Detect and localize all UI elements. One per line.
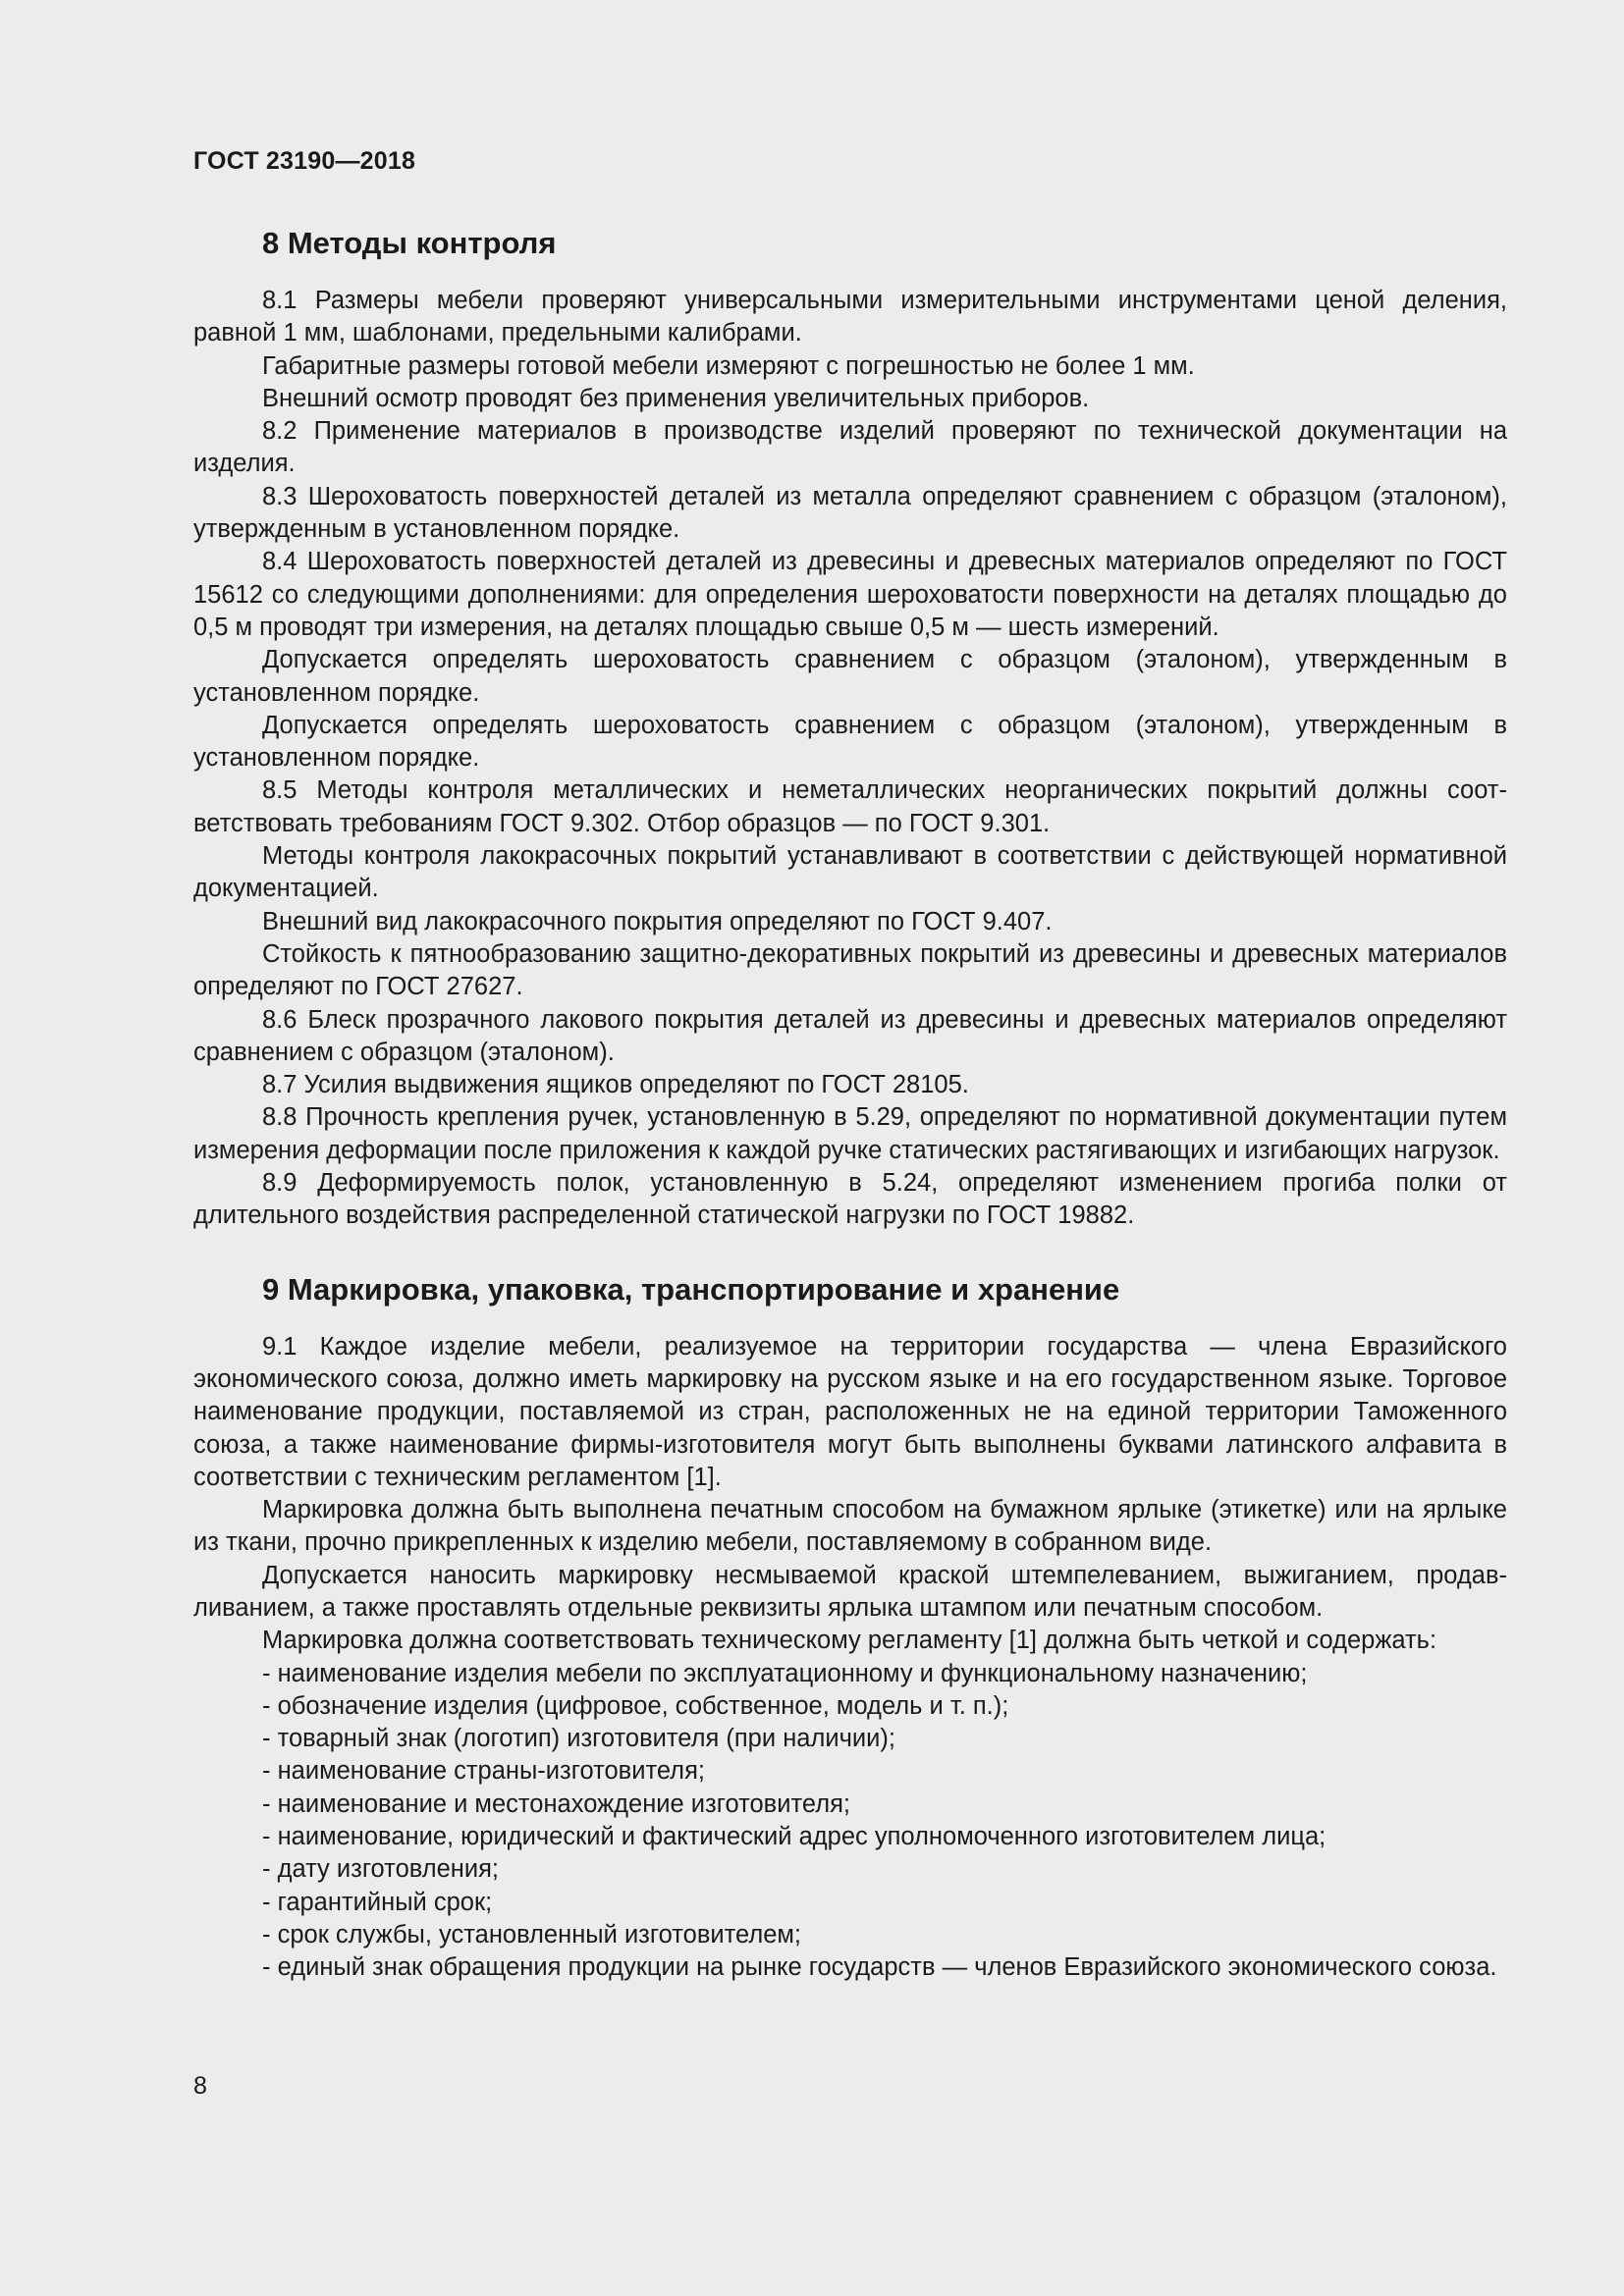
paragraph: Маркировка должна соответствовать техническому регламенту [1] должна быть четкой и содержать: [262, 1627, 1437, 1655]
paragraph: Допускается наносить маркировку несмываемой краской штемпелеванием, выжиганием, продавливанием, а также проставлять отдельные реквизиты ярлыка штампом или печатным способом. [193, 1561, 1507, 1622]
section-8 [193, 224, 1507, 1233]
section-8-title: 8 Методы контроля [262, 226, 557, 260]
paragraph: Методы контроля лакокрасочных покрытий устанавливают в соответствии с действующей нормативной документацией. [193, 842, 1507, 903]
page-number: 8 [193, 2072, 207, 2100]
section-9 [193, 1270, 1507, 1985]
paragraph: 8.7 Усилия выдвижения ящиков определяют по ГОСТ 28105. [262, 1071, 969, 1099]
paragraph: Габаритные размеры готовой мебели измеряют с погрешностью не более 1 мм. [262, 351, 1195, 380]
paragraph: 8.3 Шероховатость поверхностей деталей из металла определяют сравнением с образцом (эталоном), утвержденным в установленном порядке. [193, 482, 1507, 544]
list-item: - товарный знак (логотип) изготовителя (при наличии); [262, 1725, 895, 1753]
paragraph: Стойкость к пятнообразованию защитно-декоративных покрытий из древесины и древесных материалов определяют по ГОСТ 27627. [193, 939, 1507, 1001]
list-item: - гарантийный срок; [262, 1888, 493, 1916]
paragraph: Маркировка должна быть выполнена печатным способом на бумажном ярлыке (этикетке) или на ярлыке из ткани, прочно прикрепленных к изделию мебели, поставляемому в собранном виде. [193, 1496, 1507, 1557]
list-item: - обозначение изделия (цифровое, собственное, модель и т. п.); [262, 1691, 1009, 1720]
list-item: - наименование и местонахождение изготовителя; [262, 1789, 850, 1818]
list-item: - наименование, юридический и фактический адрес уполномоченного изготовителем лица; [262, 1823, 1326, 1851]
paragraph: Внешний осмотр проводят без применения увеличительных приборов. [262, 384, 1090, 412]
list-item: - срок службы, установленный изготовителем; [262, 1920, 802, 1949]
page-content [193, 224, 1507, 1985]
paragraph: 8.1 Размеры мебели проверяют универсальными измерительными инструментами ценой деления, равной 1 мм, шаблонами, предельными калибрами. [193, 287, 1507, 347]
paragraph: 8.2 Применение материалов в производстве изделий проверяют по технической документации на изделия. [193, 417, 1507, 478]
paragraph: 8.5 Методы контроля металлических и неметаллических неорганических покрытий должны соответствовать требованиям ГОСТ 9.302. Отбор образцов — по ГОСТ 9.301. [193, 776, 1507, 837]
paragraph: Допускается определять шероховатость сравнением с образцом (эталоном), утвержденным в установленном порядке. [193, 646, 1507, 707]
document-code-header: ГОСТ 23190—2018 [193, 147, 416, 175]
paragraph: 9.1 Каждое изделие мебели, реализуемое на территории государства — члена Евразийского экономического союза, должно иметь маркировку на русском языке и на его государственном языке. Торговое наименование продукции, поставляемой из стран, расположенных не на единой территории Таможенного союза, а также наименование фирмы-изготовителя могут быть выполнены буквами латинского алфавита в соответствии с техническим регламентом [1]. [193, 1332, 1507, 1491]
list-item: - дату изготовления; [262, 1855, 499, 1884]
list-item: - наименование изделия мебели по эксплуатационному и функциональному назначению; [262, 1659, 1308, 1687]
list-item: - наименование страны-изготовителя; [262, 1757, 705, 1786]
section-9-title: 9 Маркировка, упаковка, транспортирование и хранение [262, 1271, 1120, 1307]
paragraph: 8.8 Прочность крепления ручек, установленную в 5.29, определяют по нормативной документации путем измерения деформации после приложения к каждой ручке статических растягивающих и изгибающих нагрузок. [193, 1103, 1507, 1164]
paragraph: 8.9 Деформируемость полок, установленную в 5.24, определяют изменением прогиба полки от длительного воздействия распределенной статической нагрузки по ГОСТ 19882. [193, 1169, 1507, 1230]
paragraph: 8.4 Шероховатость поверхностей деталей из древесины и древесных материалов определяют по ГОСТ 15612 со следующими дополнениями: для определения шероховатости поверхности на деталях площадью до 0,5 м проводят три измерения, на деталях площадью свыше 0,5 м — шесть измерений. [193, 548, 1507, 641]
marking-requirements-list [193, 1658, 1507, 1985]
list-item: - единый знак обращения продукции на рынке государств — членов Евразийского экономического союза. [262, 1953, 1497, 1982]
paragraph: Допускается определять шероховатость сравнением с образцом (эталоном), утвержденным в установленном порядке. [193, 711, 1507, 773]
paragraph: 8.6 Блеск прозрачного лакового покрытия деталей из древесины и древесных материалов определяют сравнением с образцом (эталоном). [193, 1005, 1507, 1066]
paragraph: Внешний вид лакокрасочного покрытия определяют по ГОСТ 9.407. [262, 907, 1053, 935]
